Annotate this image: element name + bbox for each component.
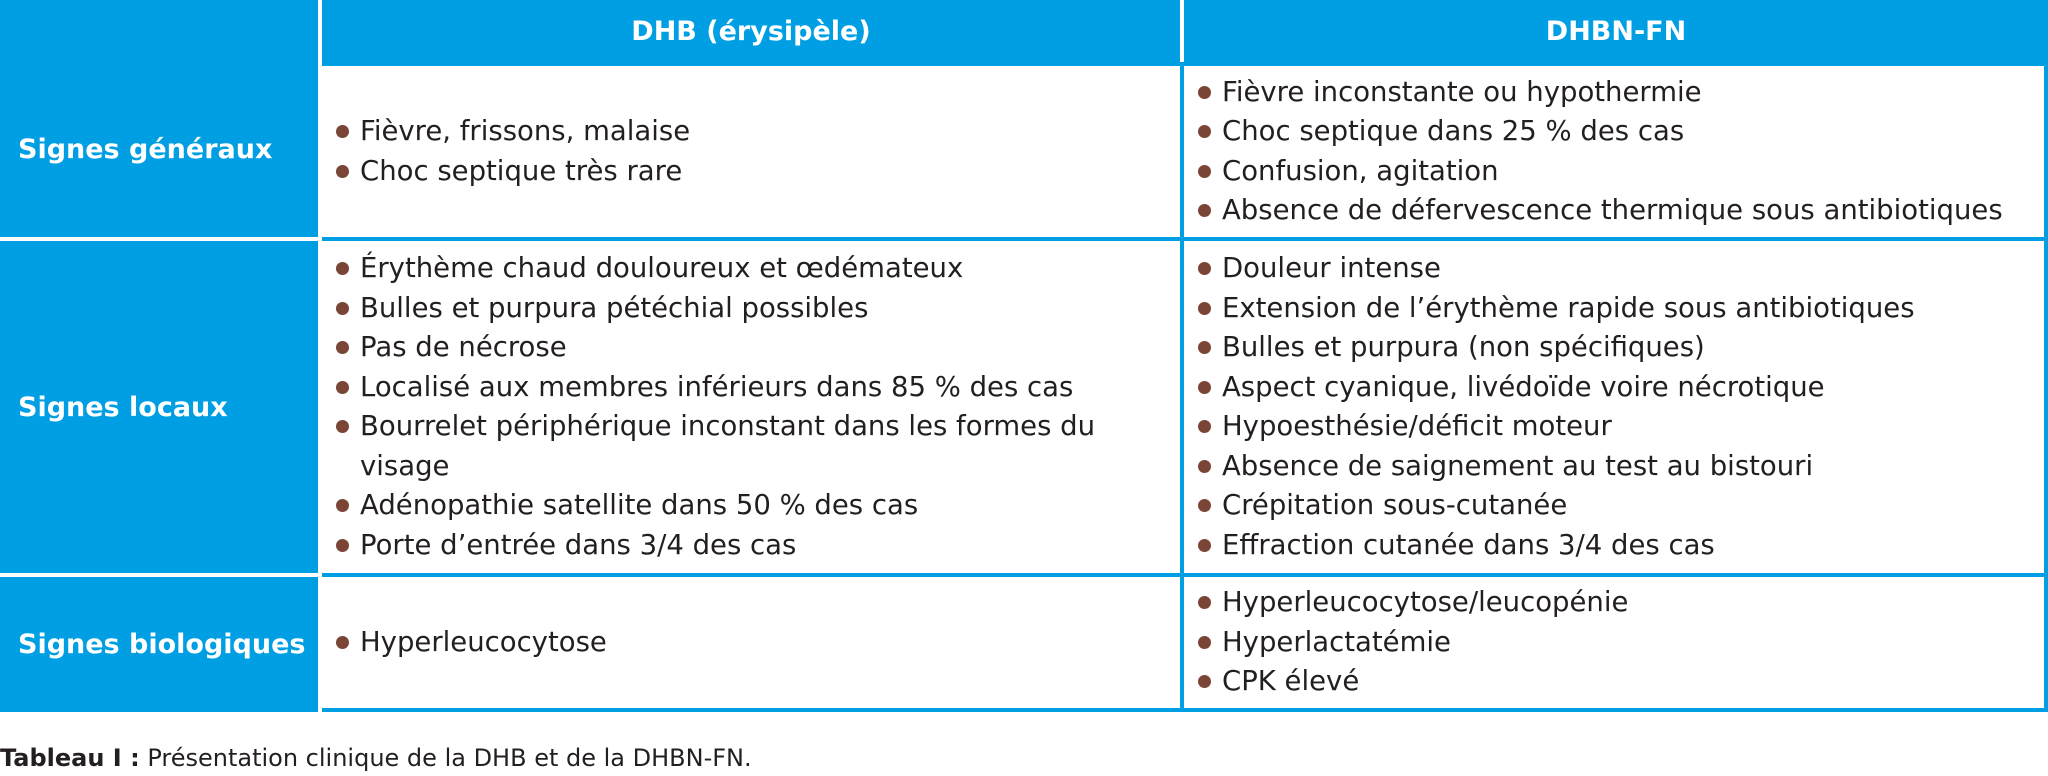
bullet-dot-icon <box>1198 125 1211 138</box>
list-item <box>1198 526 2044 566</box>
bullet-dot-icon <box>336 302 349 315</box>
list-item <box>1198 249 2044 289</box>
cell-dhb <box>322 62 1184 237</box>
bullet-dot-icon <box>1198 596 1211 609</box>
list-item-text: Crépitation sous-cutanée <box>1222 489 1568 522</box>
list-item-text: Pas de nécrose <box>360 331 567 364</box>
bullet-list <box>336 112 1180 191</box>
list-item <box>336 289 1180 329</box>
bullet-dot-icon <box>1198 381 1211 394</box>
bullet-dot-icon <box>336 420 349 433</box>
bullet-dot-icon <box>1198 420 1211 433</box>
bullet-dot-icon <box>1198 341 1211 354</box>
bullet-dot-icon <box>1198 675 1211 688</box>
header-dhbn-fn: DHBN-FN <box>1184 0 2048 62</box>
list-item <box>336 526 1180 566</box>
list-item-text: Confusion, agitation <box>1222 154 1499 187</box>
caption-label: Tableau I : <box>0 744 140 772</box>
bullet-list <box>1198 73 2044 231</box>
list-item <box>1198 73 2044 113</box>
list-item-text: Douleur intense <box>1222 252 1441 285</box>
list-item-text: Extension de l’érythème rapide sous antibiotiques <box>1222 291 1915 324</box>
bullet-dot-icon <box>336 341 349 354</box>
list-item <box>1198 583 2044 623</box>
cell-dhb <box>322 237 1184 573</box>
list-item-text: Effraction cutanée dans 3/4 des cas <box>1222 528 1715 561</box>
list-item-text: Hyperleucocytose <box>360 625 607 658</box>
bullet-dot-icon <box>1198 539 1211 552</box>
list-item <box>336 249 1180 289</box>
bullet-dot-icon <box>1198 302 1211 315</box>
bullet-dot-icon <box>336 499 349 512</box>
bullet-dot-icon <box>336 636 349 649</box>
list-item-text: Hyperleucocytose/leucopénie <box>1222 586 1629 619</box>
caption-text: Présentation clinique de la DHB et de la DHBN-FN. <box>147 744 752 772</box>
table-caption <box>0 744 752 772</box>
row-label: Signes locaux <box>0 237 322 573</box>
bullet-list <box>1198 249 2044 565</box>
list-item <box>336 407 1180 486</box>
cell-dhb <box>322 573 1184 712</box>
list-item-text: Choc septique très rare <box>360 154 683 187</box>
list-item-text: Adénopathie satellite dans 50 % des cas <box>360 489 919 522</box>
list-item-text: Hyperlactatémie <box>1222 625 1451 658</box>
list-item-text: Aspect cyanique, livédoïde voire nécrotique <box>1222 370 1825 403</box>
bullet-dot-icon <box>1198 86 1211 99</box>
list-item <box>1198 486 2044 526</box>
list-item-text: CPK élevé <box>1222 665 1360 698</box>
bullet-dot-icon <box>1198 460 1211 473</box>
list-item-text: Érythème chaud douloureux et œdémateux <box>360 252 964 285</box>
list-item-text: Fièvre inconstante ou hypothermie <box>1222 75 1702 108</box>
cell-dhbn-fn <box>1184 237 2048 573</box>
list-item <box>1198 152 2044 192</box>
list-item-text: Bulles et purpura (non spécifiques) <box>1222 331 1705 364</box>
cell-dhbn-fn <box>1184 573 2048 712</box>
list-item-text: Absence de défervescence thermique sous antibiotiques <box>1222 194 2003 227</box>
list-item <box>1198 328 2044 368</box>
list-item-text: Porte d’entrée dans 3/4 des cas <box>360 528 797 561</box>
list-item <box>336 623 1180 663</box>
bullet-dot-icon <box>1198 636 1211 649</box>
bullet-list <box>336 249 1180 565</box>
bullet-dot-icon <box>1198 262 1211 275</box>
list-item <box>336 368 1180 408</box>
row-label: Signes biologiques <box>0 573 322 712</box>
header-dhb: DHB (érysipèle) <box>322 0 1184 62</box>
row-signes-generaux <box>0 62 2048 237</box>
row-label: Signes généraux <box>0 62 322 237</box>
bullet-dot-icon <box>336 165 349 178</box>
bullet-dot-icon <box>336 539 349 552</box>
list-item <box>1198 662 2044 702</box>
bullet-dot-icon <box>1198 165 1211 178</box>
list-item <box>1198 191 2044 231</box>
bullet-dot-icon <box>336 262 349 275</box>
list-item <box>1198 407 2044 447</box>
list-item-text: Localisé aux membres inférieurs dans 85 % des cas <box>360 370 1074 403</box>
header-corner-cell <box>0 0 322 62</box>
list-item-text: Hypoesthésie/déficit moteur <box>1222 410 1612 443</box>
list-item-text: Choc septique dans 25 % des cas <box>1222 115 1685 148</box>
bullet-dot-icon <box>336 381 349 394</box>
list-item-text: Bourrelet périphérique inconstant dans les formes du visage <box>360 410 1096 482</box>
header-row <box>0 0 2048 62</box>
row-signes-locaux <box>0 237 2048 573</box>
list-item <box>336 486 1180 526</box>
list-item <box>1198 112 2044 152</box>
bullet-dot-icon <box>1198 204 1211 217</box>
list-item-text: Bulles et purpura pétéchial possibles <box>360 291 869 324</box>
list-item-text: Absence de saignement au test au bistouri <box>1222 449 1814 482</box>
list-item <box>1198 368 2044 408</box>
bullet-dot-icon <box>336 125 349 138</box>
bullet-list <box>336 623 1180 663</box>
list-item <box>336 152 1180 192</box>
row-signes-biologiques <box>0 573 2048 712</box>
list-item-text: Fièvre, frissons, malaise <box>360 115 691 148</box>
cell-dhbn-fn <box>1184 62 2048 237</box>
list-item <box>1198 447 2044 487</box>
list-item <box>1198 289 2044 329</box>
list-item <box>336 328 1180 368</box>
list-item <box>336 112 1180 152</box>
bullet-dot-icon <box>1198 499 1211 512</box>
bullet-list <box>1198 583 2044 702</box>
list-item <box>1198 623 2044 663</box>
